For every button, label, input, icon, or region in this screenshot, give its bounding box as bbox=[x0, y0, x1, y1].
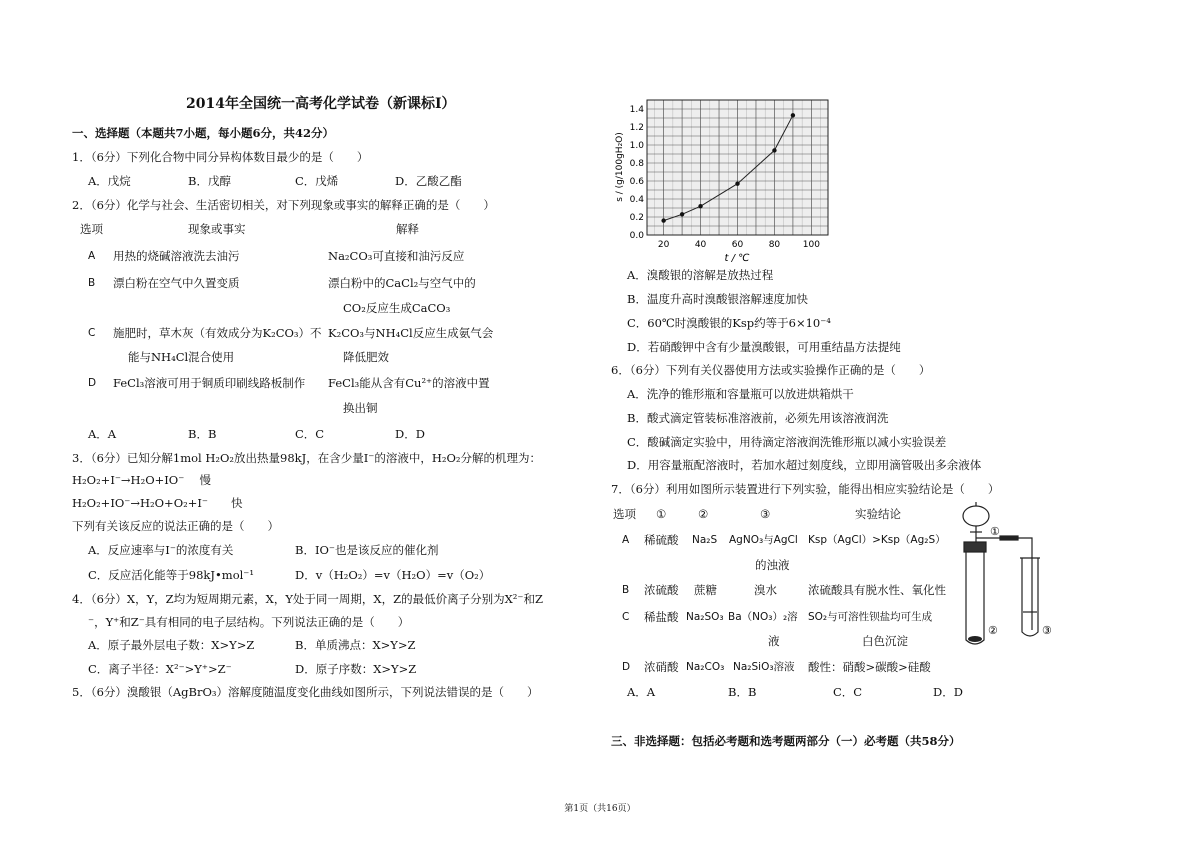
page-footer: 第1页（共16页） bbox=[564, 804, 636, 814]
q7-header-1: ① bbox=[656, 507, 667, 521]
question-5-stem: 5．（6分）溴酸银（AgBrO₃）溶解度随温度变化曲线如图所示，下列说法错误的是（ ） bbox=[72, 685, 539, 699]
q7-row-c-c2: Na₂SO₃ bbox=[686, 611, 724, 623]
q7-row-a-c2: Na₂S bbox=[692, 534, 718, 546]
q3-equation-2: H₂O₂+IO⁻→H₂O+O₂+I⁻ 快 bbox=[72, 496, 243, 510]
q7-row-b-label: B bbox=[622, 584, 630, 596]
q2-option-b: B．B bbox=[188, 427, 217, 441]
q7-row-d-c1: 浓硝酸 bbox=[644, 660, 679, 674]
q7-header-option: 选项 bbox=[613, 507, 636, 521]
data-point bbox=[698, 204, 702, 208]
data-point bbox=[735, 182, 739, 186]
q2-row-c-explain-cont: 降低肥效 bbox=[343, 350, 389, 364]
y-tick-label: 0.2 bbox=[629, 213, 644, 223]
q1-option-d: D．乙酸乙酯 bbox=[395, 174, 462, 188]
q3-ask: 下列有关该反应的说法正确的是（ ） bbox=[72, 519, 279, 533]
question-2-stem: 2．（6分）化学与社会、生活密切相关，对下列现象或事实的解释正确的是（ ） bbox=[72, 198, 495, 212]
x-tick-label: 20 bbox=[657, 240, 670, 250]
q7-row-c-c4: SO₂与可溶性钡盐均可生成 bbox=[808, 611, 933, 623]
question-4-stem-cont: ⁻，Y⁺和Z⁻具有相同的电子层结构。下列说法正确的是（ ） bbox=[88, 615, 410, 629]
q6-option-c: C．酸碱滴定实验中，用待滴定溶液润洗锥形瓶以减小实验误差 bbox=[627, 435, 947, 449]
q2-header-explain: 解释 bbox=[396, 222, 419, 236]
q2-row-c-explain: K₂CO₃与NH₄Cl反应生成氨气会 bbox=[328, 326, 494, 340]
q6-option-b: B．酸式滴定管装标准溶液前，必须先用该溶液润洗 bbox=[627, 411, 889, 425]
q7-row-d-label: D bbox=[622, 661, 631, 673]
q7-row-c-c3-cont: 液 bbox=[768, 634, 780, 648]
y-tick-label: 0.0 bbox=[629, 231, 644, 241]
q2-row-c-fact: 施肥时，草木灰（有效成分为K₂CO₃）不 bbox=[113, 326, 322, 340]
q2-row-a-fact: 用热的烧碱溶液洗去油污 bbox=[113, 249, 240, 263]
label-2: ② bbox=[988, 624, 998, 637]
label-1: ① bbox=[990, 525, 1000, 538]
q7-row-c-c4-cont: 白色沉淀 bbox=[862, 634, 908, 648]
label-3: ③ bbox=[1042, 624, 1052, 637]
q7-row-c-label: C bbox=[622, 611, 630, 623]
y-tick-label: 1.4 bbox=[629, 105, 644, 115]
q7-row-b-c3: 溴水 bbox=[754, 583, 777, 597]
q7-row-a-c3: AgNO₃与AgCl bbox=[729, 534, 798, 546]
q2-row-b-explain-cont: CO₂反应生成CaCO₃ bbox=[343, 301, 451, 315]
q7-row-a-c1: 稀硫酸 bbox=[644, 533, 679, 547]
x-axis-label: t / ℃ bbox=[724, 253, 750, 264]
q7-row-b-c2: 蔗糖 bbox=[694, 583, 717, 597]
q7-row-d-c4: 酸性：硝酸>碳酸>硅酸 bbox=[808, 660, 931, 674]
test-tube-2 bbox=[966, 552, 984, 644]
q7-row-a-label: A bbox=[622, 534, 630, 546]
data-point bbox=[772, 148, 776, 152]
data-point bbox=[661, 218, 665, 222]
stopper bbox=[964, 542, 986, 552]
q2-row-d-fact: FeCl₃溶液可用于铜质印刷线路板制作 bbox=[113, 376, 306, 390]
apparatus-diagram bbox=[950, 500, 1065, 650]
q2-header-option: 选项 bbox=[80, 222, 103, 236]
q5-option-b: B．温度升高时溴酸银溶解速度加快 bbox=[627, 292, 808, 306]
question-6-stem: 6．（6分）下列有关仪器使用方法或实验操作正确的是（ ） bbox=[611, 363, 931, 377]
q2-option-a: A．A bbox=[88, 427, 117, 441]
q2-row-c-fact-cont: 能与NH₄Cl混合使用 bbox=[128, 350, 235, 364]
data-point bbox=[791, 113, 795, 117]
x-tick-label: 100 bbox=[802, 240, 820, 250]
q5-option-c: C．60℃时溴酸银的Ksp约等于6×10⁻⁴ bbox=[627, 316, 831, 330]
chart-grid bbox=[647, 100, 828, 235]
q7-row-a-c4: Ksp（AgCl）>Ksp（Ag₂S） bbox=[808, 534, 946, 546]
q7-header-conclusion: 实验结论 bbox=[855, 507, 901, 521]
y-tick-label: 1.2 bbox=[629, 123, 644, 133]
q7-option-b: B．B bbox=[728, 685, 757, 699]
q7-option-c: C．C bbox=[833, 685, 863, 699]
q4-option-d: D．原子序数：X>Y>Z bbox=[295, 662, 417, 676]
q2-header-fact: 现象或事实 bbox=[188, 222, 246, 236]
q4-option-b: B．单质沸点：X>Y>Z bbox=[295, 638, 416, 652]
q2-row-d-label: D bbox=[88, 377, 97, 389]
q2-option-d: D．D bbox=[395, 427, 425, 441]
q6-option-d: D．用容量瓶配溶液时，若加水超过刻度线，立即用滴管吸出多余液体 bbox=[627, 458, 982, 472]
q3-option-c: C．反应活化能等于98kJ•mol⁻¹ bbox=[88, 568, 254, 582]
q7-row-a-c3-cont: 的浊液 bbox=[755, 558, 790, 572]
q2-row-d-explain: FeCl₃能从含有Cu²⁺的溶液中置 bbox=[328, 376, 490, 390]
data-point bbox=[680, 212, 684, 216]
q4-option-c: C．离子半径：X²⁻>Y⁺>Z⁻ bbox=[88, 662, 232, 676]
q7-row-c-c3: Ba（NO₃）₂溶 bbox=[728, 611, 798, 623]
q7-row-d-c3: Na₂SiO₃溶液 bbox=[733, 661, 795, 673]
x-tick-label: 60 bbox=[731, 240, 744, 250]
q7-row-b-c4: 浓硫酸具有脱水性、氧化性 bbox=[808, 583, 946, 597]
y-tick-label: 0.6 bbox=[629, 177, 644, 187]
question-4-stem: 4．（6分）X，Y，Z均为短周期元素，X，Y处于同一周期，X，Z的最低价离子分别为X²⁻和Z bbox=[72, 592, 543, 606]
y-tick-label: 0.4 bbox=[629, 195, 644, 205]
q2-row-b-explain: 漂白粉中的CaCl₂与空气中的 bbox=[328, 276, 476, 290]
solubility-chart bbox=[600, 95, 840, 265]
y-tick-label: 1.0 bbox=[629, 141, 644, 151]
x-tick-label: 40 bbox=[694, 240, 707, 250]
q1-option-b: B．戊醇 bbox=[188, 174, 231, 188]
y-axis-label: s / (g/100gH₂O) bbox=[615, 132, 625, 202]
question-7-stem: 7．（6分）利用如图所示装置进行下列实验，能得出相应实验结论是（ ） bbox=[611, 482, 1000, 496]
q3-option-b: B．IO⁻也是该反应的催化剂 bbox=[295, 543, 439, 557]
q7-option-d: D．D bbox=[933, 685, 963, 699]
q7-row-c-c1: 稀盐酸 bbox=[644, 610, 679, 624]
q5-option-d: D．若硝酸钾中含有少量溴酸银，可用重结晶方法提纯 bbox=[627, 340, 901, 354]
q3-option-a: A．反应速率与I⁻的浓度有关 bbox=[88, 543, 234, 557]
x-tick-label: 80 bbox=[768, 240, 781, 250]
q6-option-a: A．洗净的锥形瓶和容量瓶可以放进烘箱烘干 bbox=[627, 387, 854, 401]
q7-header-2: ② bbox=[698, 507, 709, 521]
q1-option-c: C．戊烯 bbox=[295, 174, 339, 188]
test-tube-3 bbox=[1022, 558, 1038, 636]
question-3-stem: 3．（6分）已知分解1mol H₂O₂放出热量98kJ，在含少量I⁻的溶液中，H₂O₂分解的机理为： bbox=[72, 451, 542, 465]
separatory-funnel bbox=[963, 506, 989, 526]
page-title: 2014年全国统一高考化学试卷（新课标Ⅰ） bbox=[186, 96, 456, 112]
y-tick-label: 0.8 bbox=[629, 159, 644, 169]
q5-option-a: A．溴酸银的溶解是放热过程 bbox=[627, 268, 774, 282]
section-heading-choice: 一、选择题（本题共7小题，每小题6分，共42分） bbox=[72, 126, 335, 140]
q2-row-c-label: C bbox=[88, 327, 96, 339]
q7-row-b-c1: 浓硫酸 bbox=[644, 583, 679, 597]
q4-option-a: A．原子最外层电子数：X>Y>Z bbox=[88, 638, 255, 652]
q2-row-b-fact: 漂白粉在空气中久置变质 bbox=[113, 276, 240, 290]
question-1-stem: 1．（6分）下列化合物中同分异构体数目最少的是（ ） bbox=[72, 150, 369, 164]
q3-option-d: D．v（H₂O₂）=v（H₂O）=v（O₂） bbox=[295, 568, 491, 582]
q3-equation-1: H₂O₂+I⁻→H₂O+IO⁻ 慢 bbox=[72, 473, 211, 487]
q2-row-b-label: B bbox=[88, 277, 96, 289]
q7-header-3: ③ bbox=[760, 507, 771, 521]
q2-row-d-explain-cont: 换出铜 bbox=[343, 401, 378, 415]
q2-option-c: C．C bbox=[295, 427, 325, 441]
q2-row-a-explain: Na₂CO₃可直接和油污反应 bbox=[328, 249, 465, 263]
section-heading-nonchoice: 三、非选择题：包括必考题和选考题两部分（一）必考题（共58分） bbox=[611, 734, 961, 748]
q2-row-a-label: A bbox=[88, 250, 96, 262]
q7-option-a: A．A bbox=[627, 685, 656, 699]
q1-option-a: A．戊烷 bbox=[88, 174, 131, 188]
q7-row-d-c2: Na₂CO₃ bbox=[686, 661, 725, 673]
